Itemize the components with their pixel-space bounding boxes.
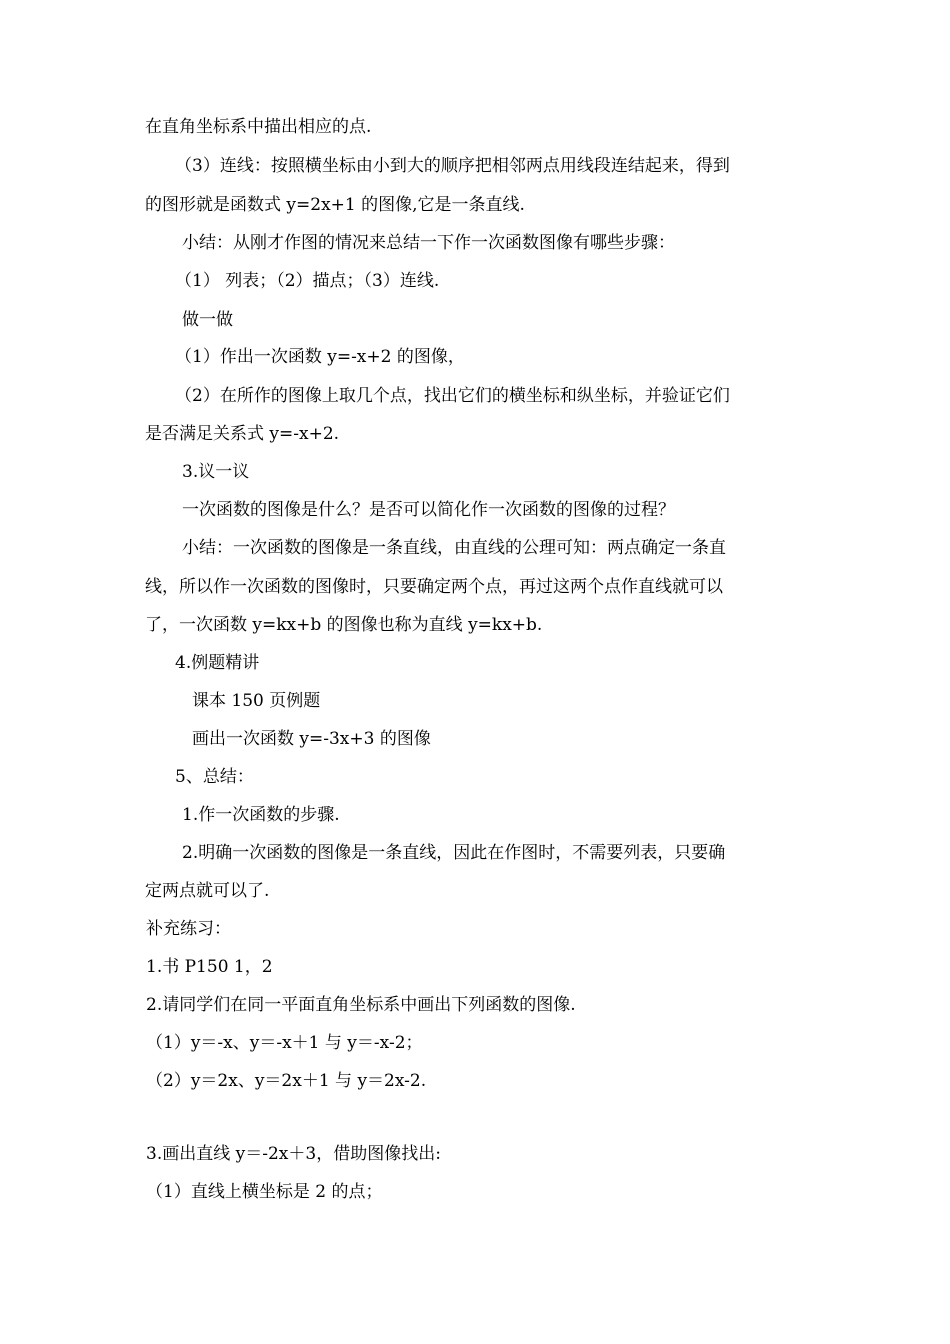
text-line: 一次函数的图像是什么？是否可以简化作一次函数的图像的过程？	[182, 500, 675, 520]
section-heading: 4.例题精讲	[175, 653, 260, 673]
text-line: 是否满足关系式 y=-x+2.	[145, 424, 340, 444]
text-line: 3.画出直线 y＝-2x＋3，借助图像找出:	[146, 1144, 441, 1164]
text-line: 小结：从刚才作图的情况来总结一下作一次函数图像有哪些步骤：	[182, 233, 675, 253]
text-line: （1） 列表；（2）描点；（3）连线.	[175, 271, 440, 291]
text-line: 课本 150 页例题	[192, 691, 321, 711]
section-heading: 3.议一议	[182, 462, 250, 482]
text-line: （2）在所作的图像上取几个点，找出它们的横坐标和纵坐标，并验证它们	[175, 386, 730, 406]
text-line: 线，所以作一次函数的图像时，只要确定两个点，再过这两个点作直线就可以	[145, 577, 723, 597]
section-heading: 补充练习：	[146, 919, 231, 939]
text-line: （3）连线：按照横坐标由小到大的顺序把相邻两点用线段连结起来，得到	[175, 156, 730, 176]
text-line: （1）作出一次函数 y=-x+2 的图像，	[175, 347, 465, 367]
text-line: （1）y＝-x、y＝-x＋1 与 y＝-x-2；	[146, 1033, 423, 1053]
text-line: （2）y＝2x、y＝2x＋1 与 y＝2x-2.	[146, 1071, 427, 1091]
text-line: 在直角坐标系中描出相应的点.	[145, 117, 372, 137]
text-line: 2.明确一次函数的图像是一条直线，因此在作图时，不需要列表，只要确	[182, 843, 726, 863]
text-line: 1.作一次函数的步骤.	[182, 805, 340, 825]
text-line: 画出一次函数 y=-3x+3 的图像	[192, 729, 431, 749]
text-line: 1.书 P150 1，2	[146, 957, 273, 977]
text-line: 定两点就可以了.	[145, 881, 270, 901]
text-line: （1）直线上横坐标是 2 的点；	[146, 1182, 383, 1202]
text-line: 的图形就是函数式 y=2x+1 的图像,它是一条直线.	[145, 195, 525, 215]
section-heading: 5、总结：	[175, 767, 254, 787]
text-line: 2.请同学们在同一平面直角坐标系中画出下列函数的图像.	[146, 995, 576, 1015]
text-line: 做一做	[182, 310, 233, 330]
text-line: 了，一次函数 y=kx+b 的图像也称为直线 y=kx+b.	[145, 615, 543, 635]
text-line: 小结：一次函数的图像是一条直线，由直线的公理可知：两点确定一条直	[182, 538, 726, 558]
